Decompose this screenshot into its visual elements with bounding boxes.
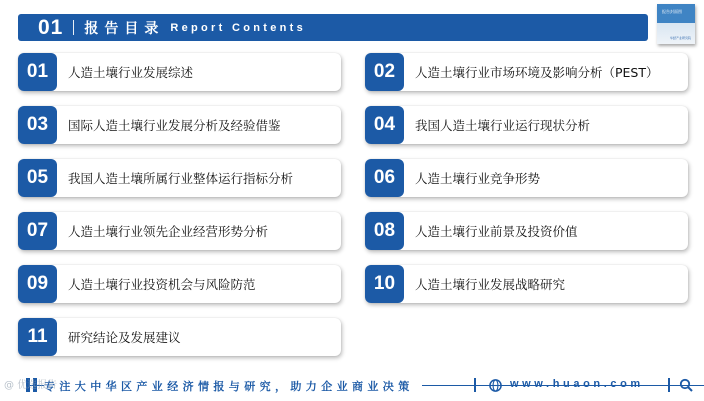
toc-item-label: 人造土壤行业投资机会与风险防范	[68, 277, 256, 292]
toc-item-11[interactable]	[18, 318, 341, 356]
section-header	[18, 14, 648, 41]
toc-item-10[interactable]	[365, 265, 688, 303]
toc-item-number: 04	[365, 106, 404, 144]
header-divider	[73, 20, 74, 35]
section-title: 报告目录	[84, 20, 165, 37]
toc-item-08[interactable]	[365, 212, 688, 250]
footer-divider	[668, 378, 670, 392]
toc-item-label: 我国人造土壤所属行业整体运行指标分析	[68, 171, 294, 186]
toc-item-label: 国际人造土壤行业发展分析及经验借鉴	[68, 118, 281, 133]
book-cover-title: 报告封面图	[662, 9, 682, 14]
toc-item-09[interactable]	[18, 265, 341, 303]
book-cover-publisher: 华经产业研究院	[669, 36, 691, 40]
toc-item-number: 05	[18, 159, 57, 197]
globe-icon	[489, 379, 502, 392]
section-number: 01	[38, 15, 64, 39]
footer-website-link[interactable]: www.huaon.com	[510, 378, 644, 390]
search-icon[interactable]	[679, 378, 693, 392]
footer-slogan: 专注大中华区产业经济情报与研究，助力企业商业决策	[44, 378, 422, 394]
toc-item-01[interactable]	[18, 53, 341, 91]
toc-item-06[interactable]	[365, 159, 688, 197]
book-cover-thumbnail	[655, 4, 697, 46]
toc-item-label: 人造土壤行业发展战略研究	[415, 277, 566, 292]
toc-item-05[interactable]	[18, 159, 341, 197]
toc-item-number: 03	[18, 106, 57, 144]
toc-item-label: 人造土壤行业市场环境及影响分析（PEST）	[415, 65, 659, 80]
toc-item-label: 人造土壤行业领先企业经营形势分析	[68, 224, 269, 239]
watermark: @ 优选报告	[4, 380, 58, 391]
toc-item-number: 07	[18, 212, 57, 250]
toc-item-number: 10	[365, 265, 404, 303]
page-footer	[0, 372, 704, 401]
toc-item-label: 人造土壤行业竞争形势	[415, 171, 541, 186]
toc-item-number: 08	[365, 212, 404, 250]
toc-item-label: 人造土壤行业前景及投资价值	[415, 224, 578, 239]
toc-item-label: 我国人造土壤行业运行现状分析	[415, 118, 591, 133]
toc-item-number: 09	[18, 265, 57, 303]
toc-item-label: 人造土壤行业发展综述	[68, 65, 194, 80]
toc-item-07[interactable]	[18, 212, 341, 250]
toc-item-02[interactable]	[365, 53, 688, 91]
toc-item-number: 01	[18, 53, 57, 91]
book-cover	[657, 4, 695, 44]
toc-item-number: 02	[365, 53, 404, 91]
toc-item-03[interactable]	[18, 106, 341, 144]
toc-item-number: 11	[18, 318, 57, 356]
toc-item-number: 06	[365, 159, 404, 197]
section-subtitle: Report Contents	[170, 21, 307, 34]
footer-divider	[474, 378, 476, 392]
toc-item-04[interactable]	[365, 106, 688, 144]
toc-item-label: 研究结论及发展建议	[68, 330, 181, 345]
